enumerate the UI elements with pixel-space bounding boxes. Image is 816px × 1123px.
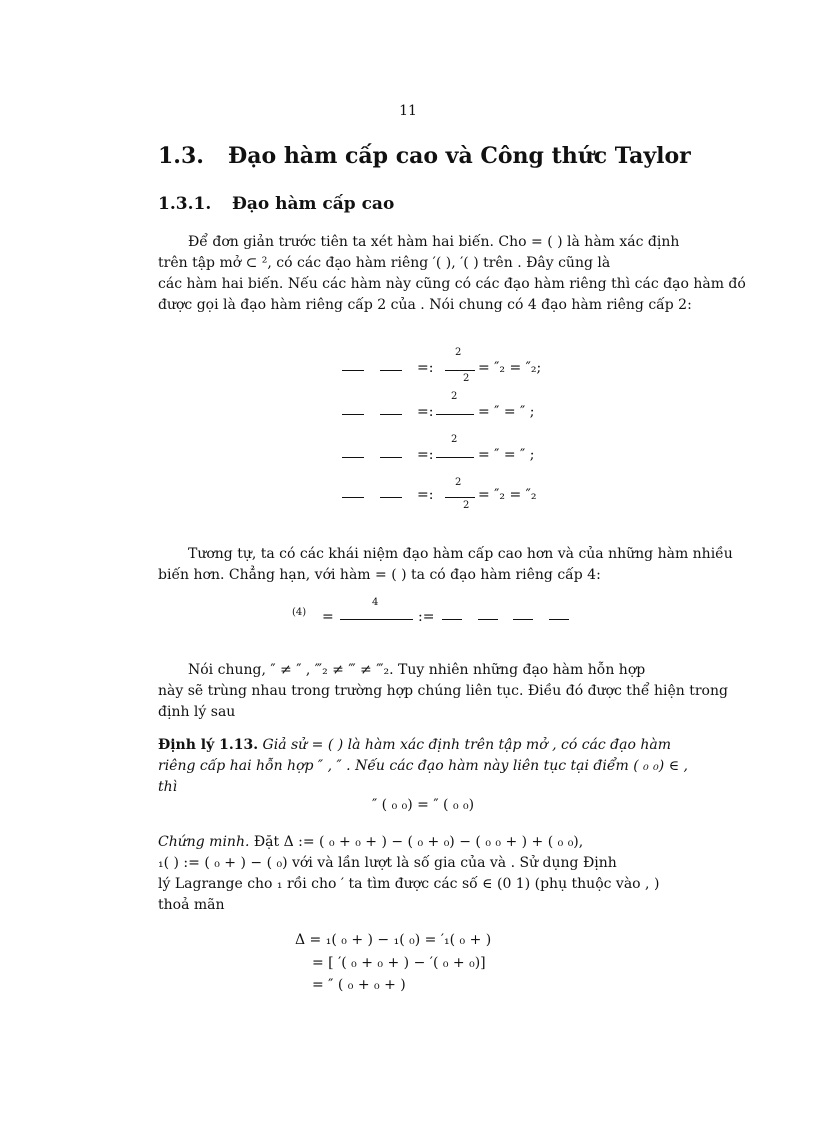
theorem-text: Giả sử = ( ) là hàm xác định trên tập mở , có các đạo hàm xyxy=(258,737,672,753)
fraction-bar xyxy=(340,619,413,620)
theorem xyxy=(158,735,742,798)
subsection-title: Đạo hàm cấp cao xyxy=(232,194,395,214)
intro-line: được gọi là đạo hàm riêng cấp 2 của . Nói chung có 4 đạo hàm riêng cấp 2: xyxy=(158,297,692,313)
fraction-bar xyxy=(342,457,364,458)
section-number: 1.3. xyxy=(158,143,204,169)
fraction-denominator: 2 xyxy=(463,500,470,511)
proof-line: lý Lagrange cho ₁ rồi cho ′ ta tìm được các số ∈ (0 1) (phụ thuộc vào , ) xyxy=(158,876,660,892)
higher-line: Tương tự, ta có các khái niệm đạo hàm cấp cao hơn và của những hàm nhiều xyxy=(188,546,733,562)
proof-text: Đặt Δ := ( ₀ + ₀ + ) − ( ₀ + ₀) − ( ₀ ₀ + ) + ( ₀ ₀), xyxy=(249,834,584,850)
subsection-number: 1.3.1. xyxy=(158,194,212,214)
fraction-numerator: 2 xyxy=(455,347,462,358)
definition-symbol: =: xyxy=(417,404,434,420)
fraction-bar xyxy=(436,414,474,415)
fraction-numerator: 2 xyxy=(455,477,462,488)
theorem-line: riêng cấp hai hỗn hợp ″ , ″ . Nếu các đạo hàm này liên tục tại điểm ( ₀ ₀) ∈ , xyxy=(158,758,688,774)
page-number: 11 xyxy=(399,103,417,119)
fraction-bar xyxy=(445,497,475,498)
equation-rhs: = ″₂ = ″₂ xyxy=(478,487,537,503)
fraction-bar xyxy=(380,370,402,371)
equation-rhs: = ″ = ″ ; xyxy=(478,404,535,420)
fraction-bar xyxy=(342,414,364,415)
intro-line: trên tập mở ⊂ ², có các đạo hàm riêng ′( ), ′( ) trên . Đây cũng là xyxy=(158,255,611,271)
fraction-bar xyxy=(380,414,402,415)
fraction-bar xyxy=(549,619,569,620)
definition-symbol: =: xyxy=(417,360,434,376)
derivation-line: Δ = ₁( ₀ + ) − ₁( ₀) = ′₁( ₀ + ) xyxy=(295,932,492,948)
fraction-denominator: 2 xyxy=(463,373,470,384)
fraction-bar xyxy=(442,619,462,620)
fraction-bar xyxy=(436,457,474,458)
derivation-line: = ″ ( ₀ + ₀ + ) xyxy=(312,977,406,993)
higher-order-paragraph xyxy=(158,544,742,586)
general-line: này sẽ trùng nhau trong trường hợp chúng liên tục. Điều đó được thể hiện trong xyxy=(158,683,728,699)
fraction-bar xyxy=(478,619,498,620)
theorem-line: thì xyxy=(158,779,178,795)
intro-line: Để đơn giản trước tiên ta xét hàm hai biến. Cho = ( ) là hàm xác định xyxy=(188,234,680,250)
general-paragraph xyxy=(158,660,742,723)
definition-symbol: =: xyxy=(417,447,434,463)
fraction-bar xyxy=(342,370,364,371)
theorem-formula: ″ ( ₀ ₀) = ″ ( ₀ ₀) xyxy=(372,797,475,813)
proof-label: Chứng minh. xyxy=(158,834,250,850)
general-line: Nói chung, ″ ≠ ″ , ‴₂ ≠ ‴ ≠ ‴₂. Tuy nhiên những đạo hàm hỗn hợp xyxy=(188,662,646,678)
theorem-label: Định lý 1.13. xyxy=(158,737,259,753)
fraction-numerator: 2 xyxy=(451,434,458,445)
proof-line: ₁( ) := ( ₀ + ) − ( ₀) với và lần lượt là số gia của và . Sử dụng Định xyxy=(158,855,617,871)
fraction-numerator: 4 xyxy=(372,597,379,608)
fraction-bar xyxy=(380,497,402,498)
general-line: định lý sau xyxy=(158,704,236,720)
higher-line: biến hơn. Chẳng hạn, với hàm = ( ) ta có đạo hàm riêng cấp 4: xyxy=(158,567,601,583)
equation-rhs: = ″ = ″ ; xyxy=(478,447,535,463)
proof-line: thoả mãn xyxy=(158,897,225,913)
definition-symbol: =: xyxy=(417,487,434,503)
intro-paragraph xyxy=(158,232,746,316)
equation-rhs: = ″₂ = ″₂; xyxy=(478,360,542,376)
equals-sign: = xyxy=(322,609,334,625)
intro-line: các hàm hai biến. Nếu các hàm này cũng có các đạo hàm riêng thì các đạo hàm đó xyxy=(158,276,746,292)
fraction-bar xyxy=(380,457,402,458)
fraction-bar xyxy=(445,370,475,371)
section-title: Đạo hàm cấp cao và Công thức Taylor xyxy=(228,143,691,169)
derivation-line: = [ ′( ₀ + ₀ + ) − ′( ₀ + ₀)] xyxy=(312,955,486,971)
fraction-bar xyxy=(513,619,533,620)
order-superscript: (4) xyxy=(292,607,307,618)
fraction-numerator: 2 xyxy=(451,391,458,402)
proof xyxy=(158,832,742,916)
definition-symbol: := xyxy=(418,609,435,625)
fraction-bar xyxy=(342,497,364,498)
